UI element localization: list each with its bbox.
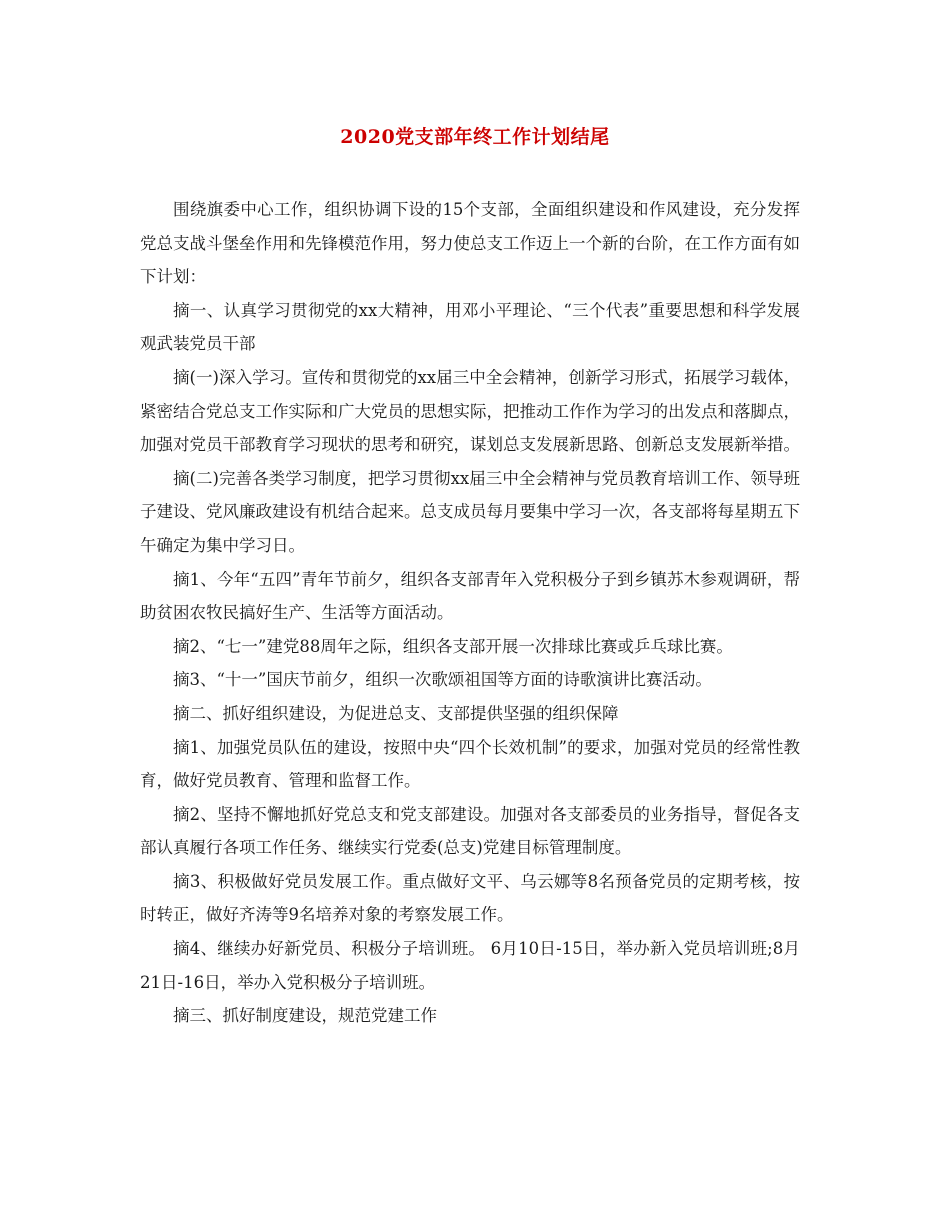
document-body [140, 193, 800, 1033]
paragraph-item-july-first: 摘2、“七一”建党88周年之际，组织各支部开展一次排球比赛或乒乓球比赛。 [173, 636, 733, 656]
paragraph-item-member-development: 摘3、积极做好党员发展工作。重点做好文平、乌云娜等8名预备党员的定期考核，按时转正，做好齐涛等9名培养对象的考察发展工作。 [140, 871, 800, 925]
paragraph-item-national-day: 摘3、“十一”国庆节前夕，组织一次歌颂祖国等方面的诗歌演讲比赛活动。 [173, 670, 712, 690]
paragraph-item-may-fourth: 摘1、今年“五四”青年节前夕，组织各支部青年入党积极分子到乡镇苏木参观调研，帮助贫困农牧民搞好生产、生活等方面活动。 [140, 569, 800, 623]
paragraph-study-system: 摘(二)完善各类学习制度，把学习贯彻xx届三中全会精神与党员教育培训工作、领导班子建设、党风廉政建设有机结合起来。总支成员每月要集中学习一次，各支部将每星期五下午确定为集中学习日。 [140, 468, 800, 555]
paragraph-section-2-heading: 摘二、抓好组织建设，为促进总支、支部提供坚强的组织保障 [173, 703, 619, 723]
paragraph-section-1-heading: 摘一、认真学习贯彻党的xx大精神，用邓小平理论、“三个代表”重要思想和科学发展观武装党员干部 [140, 300, 800, 354]
paragraph-item-team-building: 摘1、加强党员队伍的建设，按照中央“四个长效机制”的要求，加强对党员的经常性教育，做好党员教育、管理和监督工作。 [140, 737, 800, 791]
document-title: 2020党支部年终工作计划结尾 [340, 126, 610, 148]
paragraph-item-branch-building: 摘2、坚持不懈地抓好党总支和党支部建设。加强对各支部委员的业务指导，督促各支部认真履行各项工作任务、继续实行党委(总支)党建目标管理制度。 [140, 804, 800, 858]
paragraph-intro: 围绕旗委中心工作，组织协调下设的15个支部，全面组织建设和作风建设，充分发挥党总支战斗堡垒作用和先锋模范作用，努力使总支工作迈上一个新的台阶，在工作方面有如下计划： [140, 200, 800, 287]
paragraph-study: 摘(一)深入学习。宣传和贯彻党的xx届三中全会精神，创新学习形式，拓展学习载体，紧密结合党总支工作实际和广大党员的思想实际，把推动工作作为学习的出发点和落脚点，加强对党员干部教育学习现状的思考和研究，谋划总支发展新思路、创新总支发展新举措。 [140, 367, 800, 455]
paragraph-item-training: 摘4、继续办好新党员、积极分子培训班。 6月10日-15日，举办新入党员培训班;8月21日-16日，举办入党积极分子培训班。 [140, 939, 800, 992]
paragraph-section-3-heading: 摘三、抓好制度建设，规范党建工作 [173, 1006, 437, 1026]
